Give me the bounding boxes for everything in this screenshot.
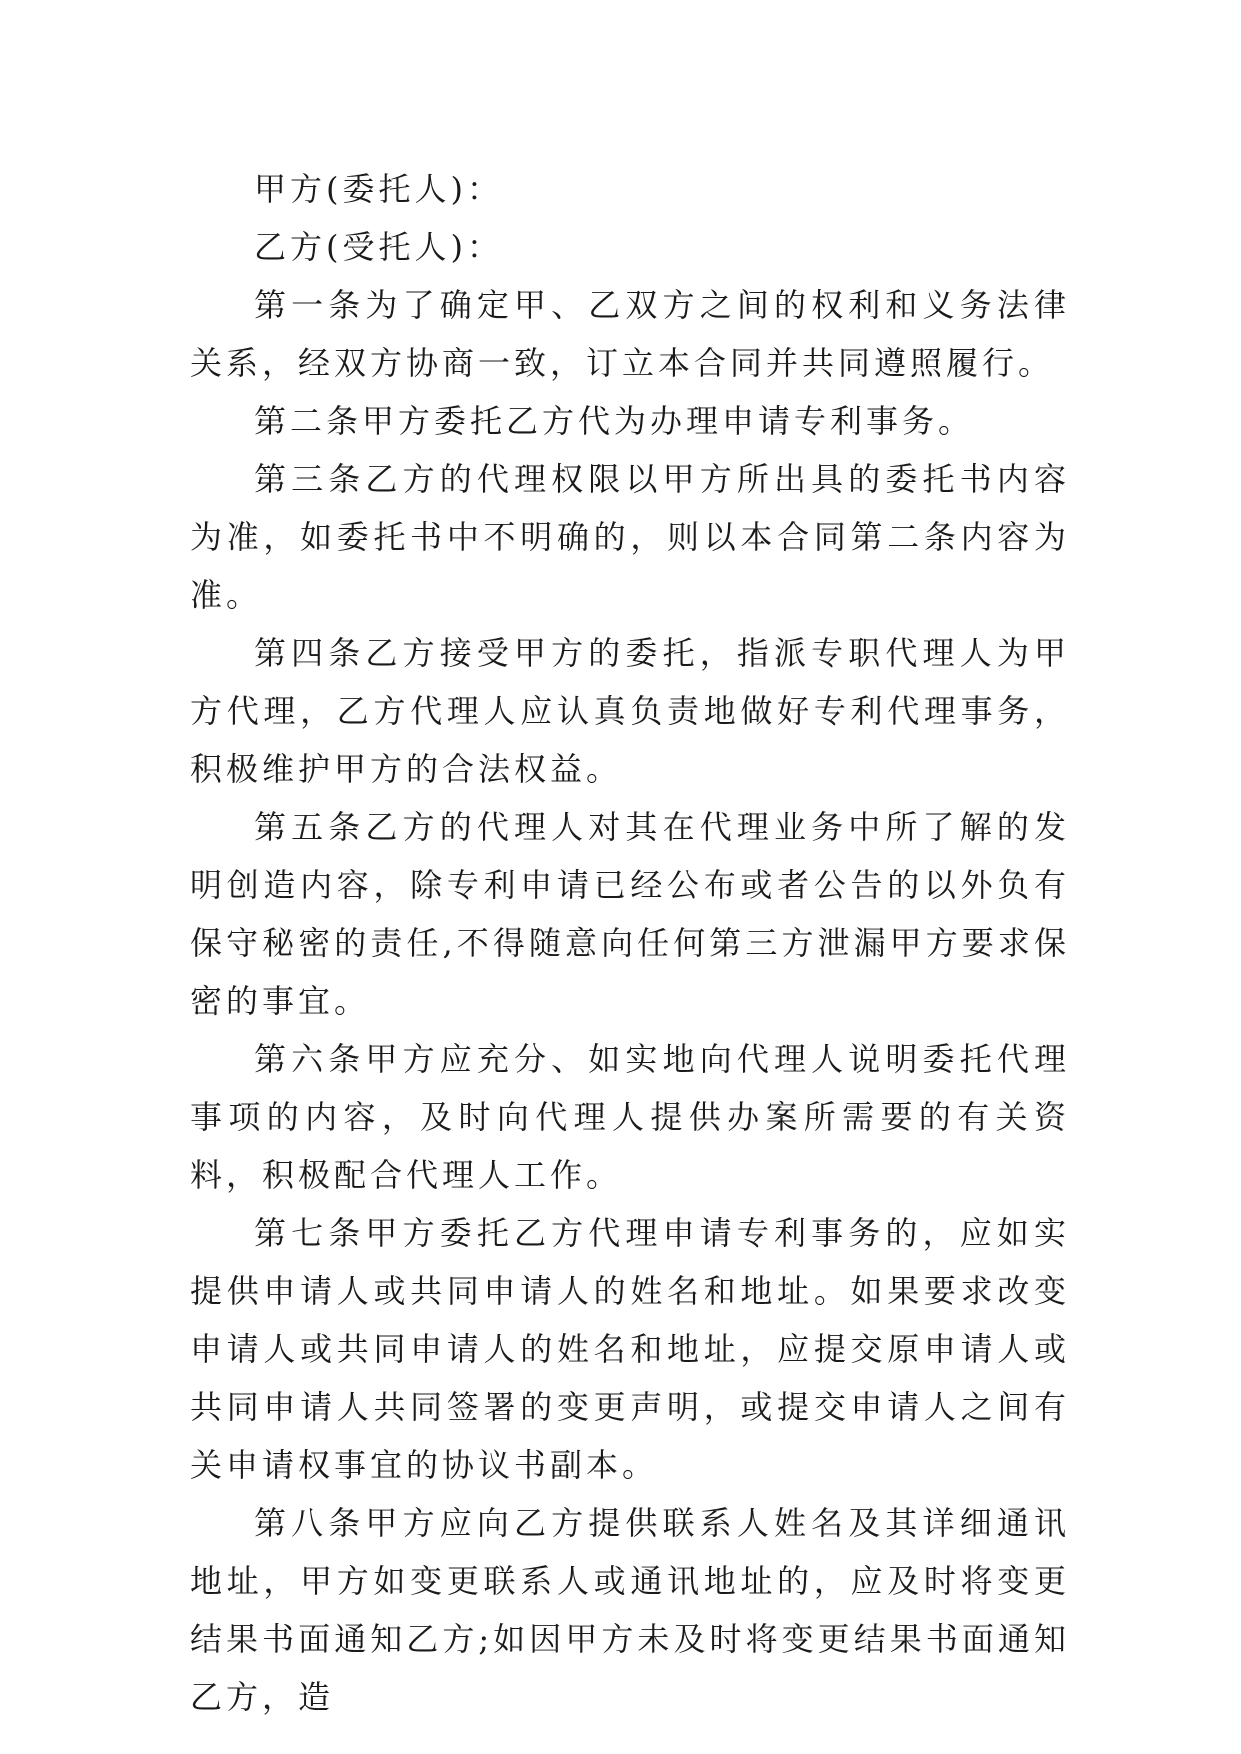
article-4: 第四条乙方接受甲方的委托，指派专职代理人为甲方代理，乙方代理人应认真负责地做好专利代理事务，积极维护甲方的合法权益。: [190, 634, 1070, 788]
party-a-line: 甲方(委托人)：: [254, 170, 503, 208]
contract-body: [190, 160, 1070, 1726]
article-3: 第三条乙方的代理权限以甲方所出具的委托书内容为准，如委托书中不明确的，则以本合同第二条内容为准。: [190, 460, 1070, 614]
article-8: 第八条甲方应向乙方提供联系人姓名及其详细通讯地址，甲方如变更联系人或通讯地址的，应及时将变更结果书面通知乙方;如因甲方未及时将变更结果书面通知乙方，造: [190, 1504, 1070, 1716]
article-2: 第二条甲方委托乙方代为办理申请专利事务。: [254, 402, 975, 440]
article-6: 第六条甲方应充分、如实地向代理人说明委托代理事项的内容，及时向代理人提供办案所需要的有关资料，积极配合代理人工作。: [190, 1040, 1070, 1194]
article-7: 第七条甲方委托乙方代理申请专利事务的，应如实提供申请人或共同申请人的姓名和地址。如果要求改变申请人或共同申请人的姓名和地址，应提交原申请人或共同申请人共同签署的变更声明，或提交申请人之间有关申请权事宜的协议书副本。: [190, 1214, 1070, 1484]
article-1: 第一条为了确定甲、乙双方之间的权利和义务法律关系，经双方协商一致，订立本合同并共同遵照履行。: [190, 286, 1070, 382]
article-5: 第五条乙方的代理人对其在代理业务中所了解的发明创造内容，除专利申请已经公布或者公告的以外负有保守秘密的责任,不得随意向任何第三方泄漏甲方要求保密的事宜。: [190, 808, 1070, 1020]
party-b-line: 乙方(受托人)：: [254, 228, 503, 266]
